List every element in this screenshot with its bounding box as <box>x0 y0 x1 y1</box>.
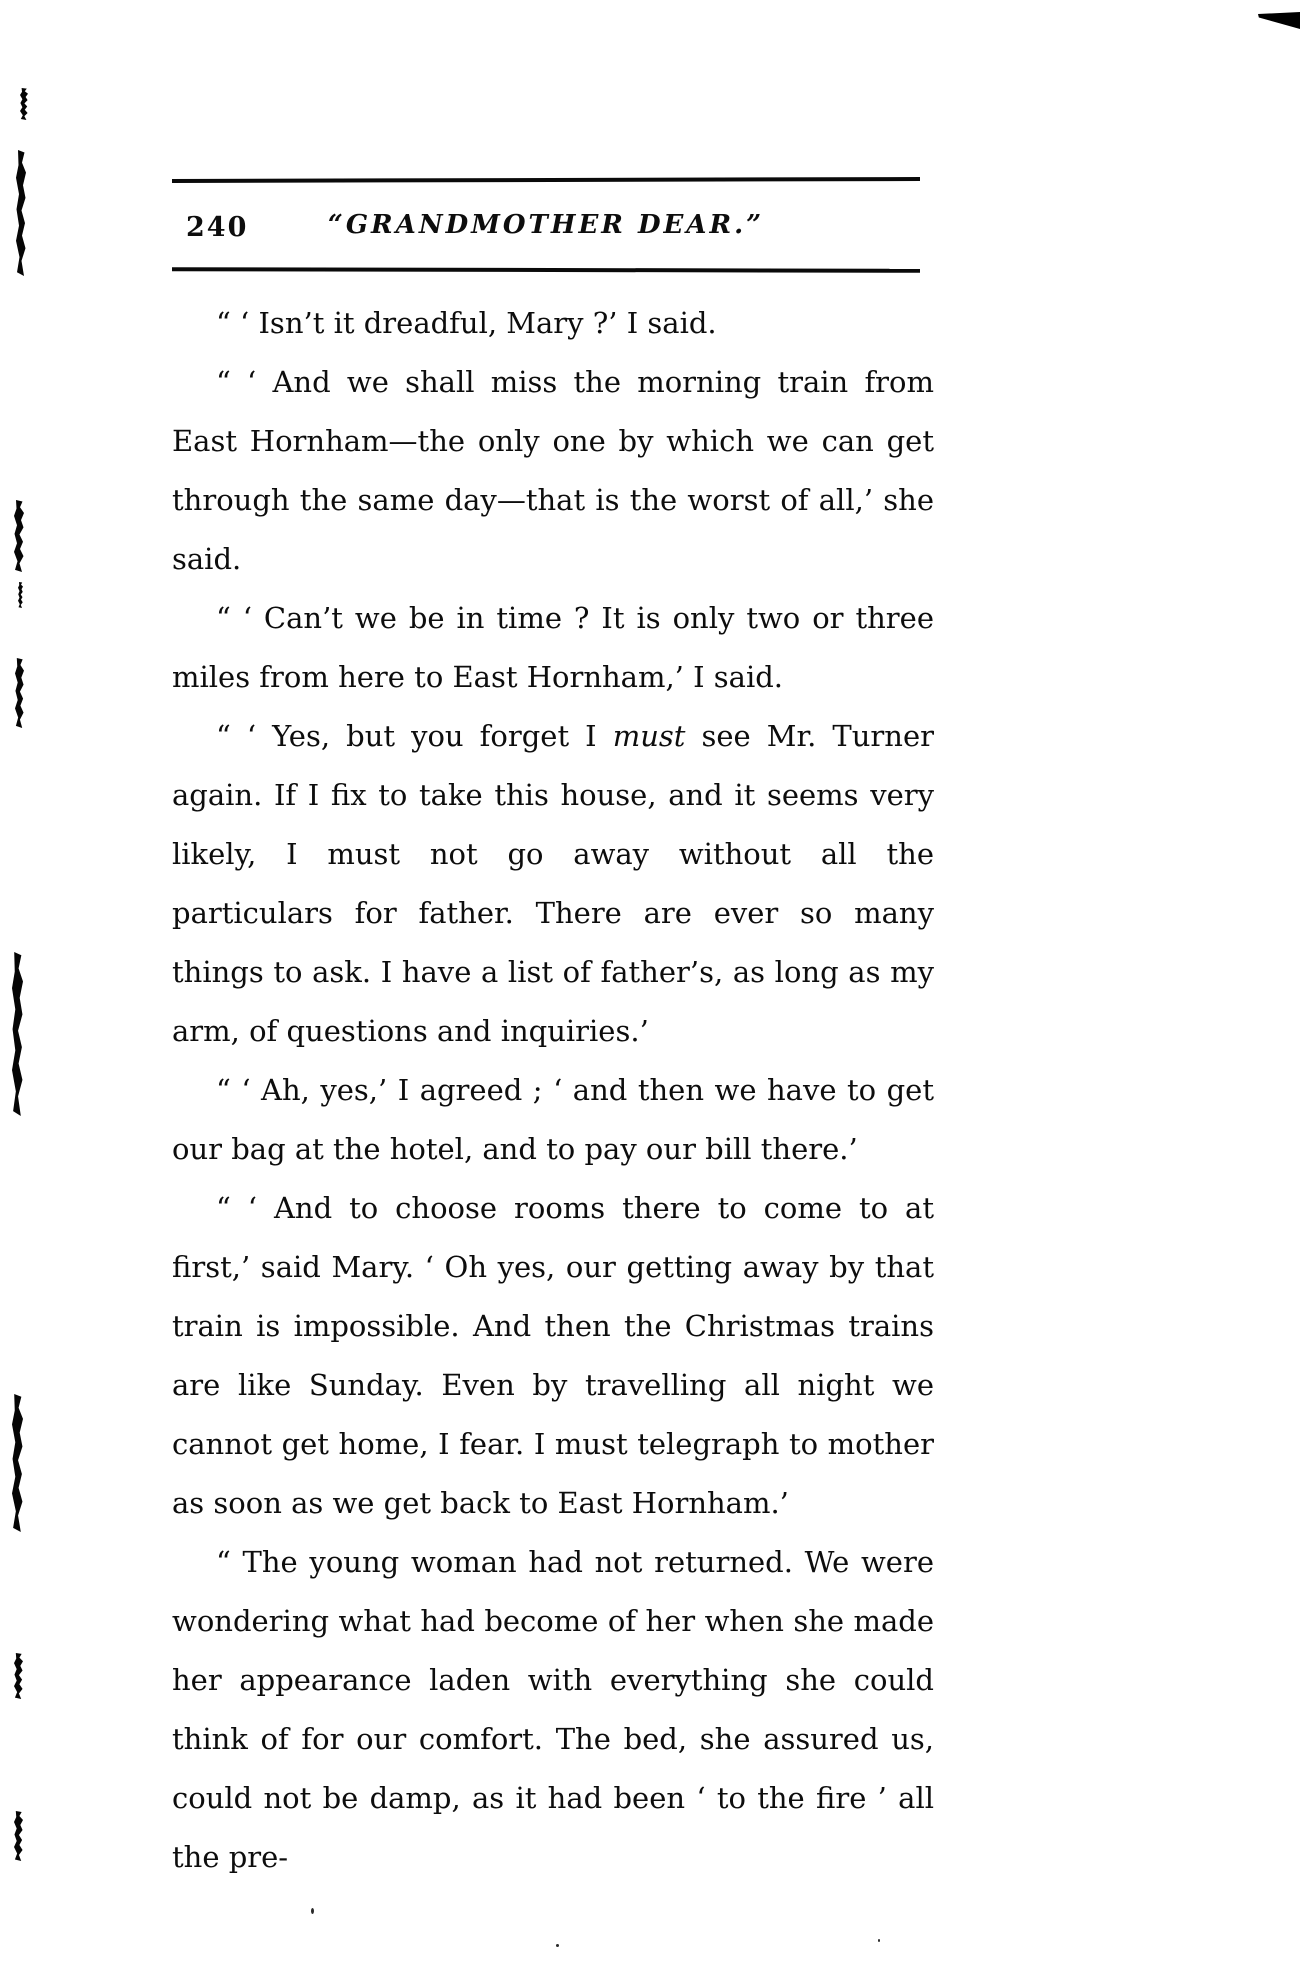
binding-streak-artifact <box>20 88 28 120</box>
binding-streak-artifact <box>18 582 23 608</box>
text-segment: “ ‘ Yes, but you forget I <box>216 719 613 753</box>
scan-speck-artifact <box>311 1908 314 1914</box>
text-segment: “ The young woman had not returned. We were wondering what had become of her when she made her appearance laden with everything she could think of for our comfort. The bed, she assured us, could not be damp, as it had been ‘ to the fire ’ all the pre- <box>172 1545 934 1874</box>
paragraph <box>172 589 934 707</box>
paragraph <box>172 1061 934 1179</box>
paragraph <box>172 707 934 1061</box>
text-segment: “ ‘ Can’t we be in time ? It is only two or three miles from here to East Hornham,’ I said. <box>172 601 934 694</box>
paragraph <box>172 1179 934 1533</box>
text-segment: “ ‘ Ah, yes,’ I agreed ; ‘ and then we have to get our bag at the hotel, and to pay our bill there.’ <box>172 1073 934 1166</box>
scan-speck-artifact <box>556 1944 559 1947</box>
binding-streak-artifact <box>14 1653 23 1699</box>
text-block <box>172 294 934 1887</box>
paragraph <box>172 294 934 353</box>
page-corner-fold-artifact <box>1258 12 1300 29</box>
binding-streak-artifact <box>14 500 24 572</box>
binding-streak-artifact <box>12 1394 23 1532</box>
scan-speck-artifact <box>878 1939 880 1942</box>
paragraph <box>172 1533 934 1887</box>
text-segment: see Mr. Turner again. If I fix to take this house, and it seems very likely, I must not go away without all the particulars for father. There are ever so many things to ask. I have a list of father’s, as long as my arm, of questions and inquiries.’ <box>172 719 934 1048</box>
paragraph <box>172 353 934 589</box>
header-rule-top <box>172 177 920 183</box>
binding-streak-artifact <box>16 150 26 276</box>
text-segment: “ ‘ And we shall miss the morning train from East Hornham—the only one by which we can get through the same day—that is the worst of all,’ she said. <box>172 365 934 576</box>
binding-streak-artifact <box>14 1811 23 1861</box>
page-number: 240 <box>186 212 249 243</box>
emphasized-text: must <box>612 719 686 753</box>
binding-streak-artifact <box>12 952 23 1116</box>
text-segment: “ ‘ Isn’t it dreadful, Mary ?’ I said. <box>216 306 717 340</box>
text-segment: “ ‘ And to choose rooms there to come to at first,’ said Mary. ‘ Oh yes, our getting away by that train is impossible. And then the Christmas trains are like Sunday. Even by travelling all night we cannot get home, I fear. I must telegraph to mother as soon as we get back to East Hornham.’ <box>172 1191 934 1520</box>
running-title: “GRANDMOTHER DEAR.” <box>327 210 765 240</box>
header-rule-bottom <box>172 267 920 273</box>
binding-streak-artifact <box>15 658 24 728</box>
